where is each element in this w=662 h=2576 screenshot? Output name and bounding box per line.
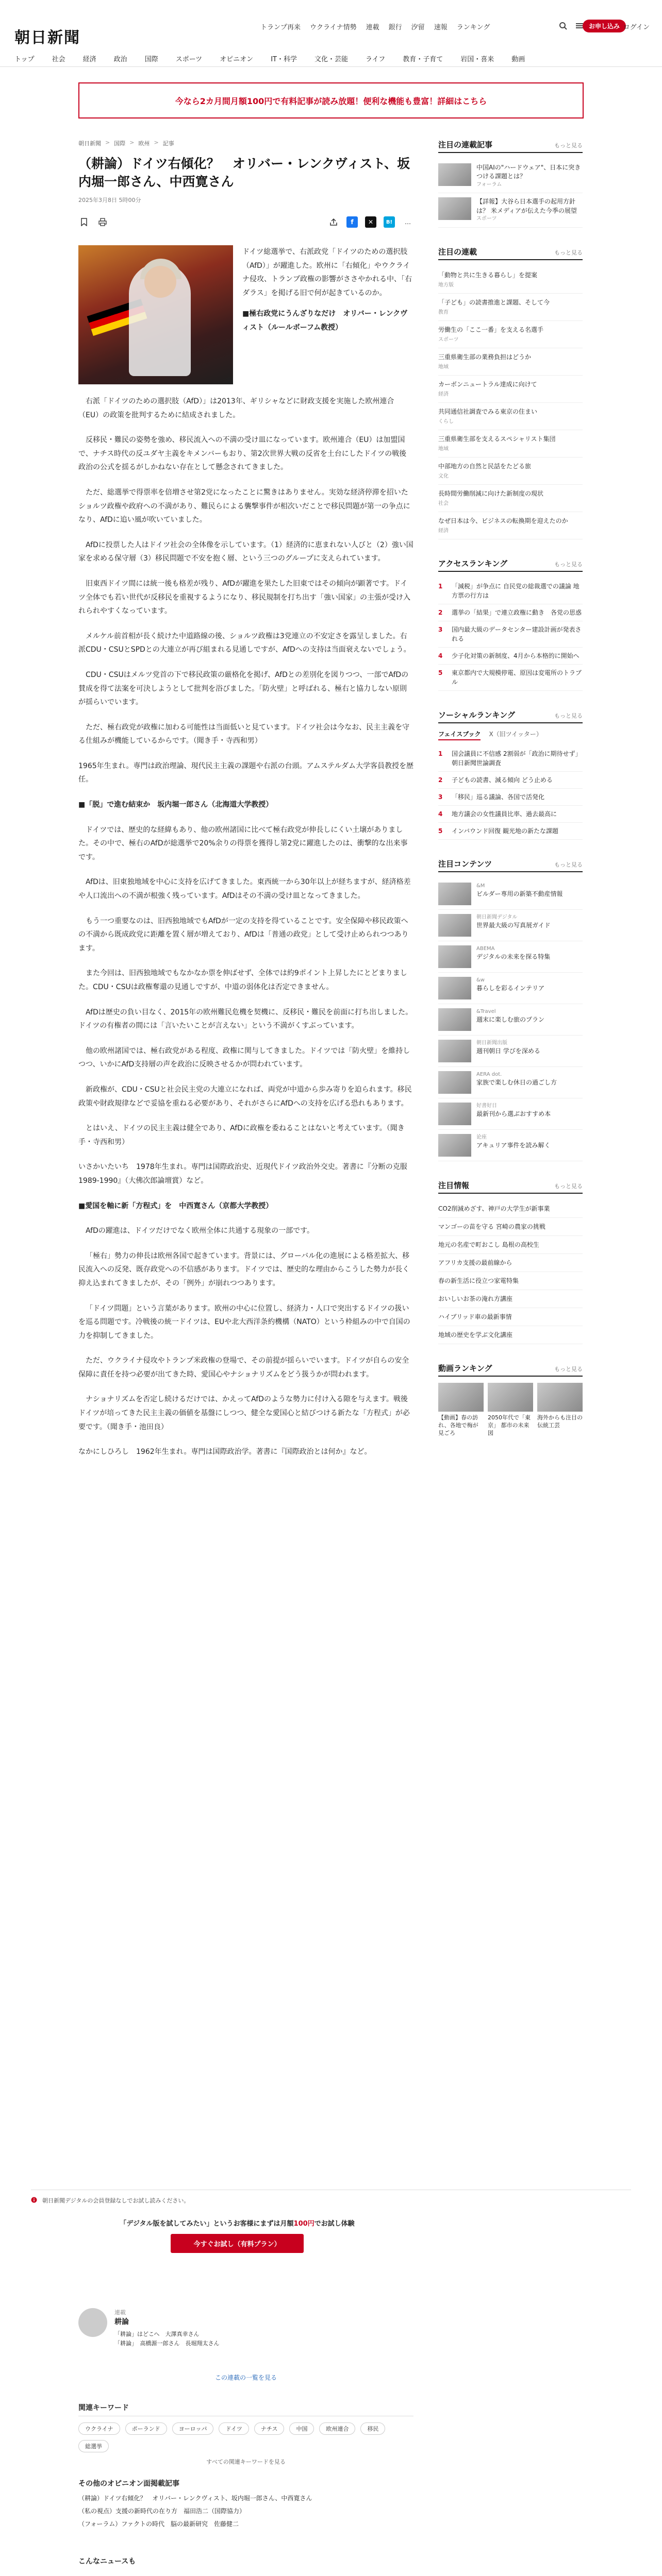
keywords-heading: 関連キーワード [78,2402,413,2416]
item-meta: 社会 [438,500,449,506]
item-title: 世界最大級の写真展ガイド [476,922,551,929]
item-title: 「動物と共に生きる暮らし」を提案 [438,271,538,279]
sidebar-opinion [438,139,583,228]
keyword-chip[interactable]: ポーランド [125,2422,167,2435]
series-item[interactable]: 「耕論」はどこへ 大澤真幸さん [114,2331,200,2337]
util-nav-item[interactable]: 速報 [434,24,448,31]
list-item[interactable] [438,430,583,457]
x-icon[interactable]: ✕ [365,216,376,228]
video-card[interactable] [438,1383,484,1437]
item-title: 【詳報】大谷ら日本選手の起用方針は？ 米メディアが伝えた今季の展望 [476,198,577,214]
item-meta: 経済 [438,528,449,534]
paywall-note [31,2196,631,2205]
rank-number: 1 [438,750,443,757]
opinion-item[interactable]: （耕論）ドイツ右傾化？ オリバー・レンクヴィスト、坂内堀一郎さん、中西寛さん [78,2495,312,2502]
utility-nav [260,22,490,31]
list-item[interactable]: 地域の歴史を学ぶ文化講座 [438,1326,583,1344]
ranking-item[interactable] [438,745,583,772]
trial-button[interactable]: 今すぐお試し（有料プラン） [171,2234,303,2253]
list-item[interactable] [438,294,583,321]
paragraph: ドイツでは、歴史的な経緯もあり、他の欧州諸国に比べて極右政党が伸長しにくい土壌がありました。その中で、極右のAfDが総選挙で20%余りの得票を獲得し第2党に躍進したのは、衝撃的な出来事です。 [78,825,408,861]
item-kicker: &Travel [476,1008,496,1014]
item-kicker: AERA dot. [476,1071,502,1077]
item-title: 「移民」巡る議論、各国で活発化 [452,793,545,801]
list-item[interactable] [438,1036,583,1067]
show-all-keywords[interactable]: すべての関連キーワードを見る [206,2459,286,2465]
article-headline: （耕論）ドイツ右傾化？ オリバー・レンクヴィスト、坂内堀一郎さん、中西寛さん [78,156,410,189]
thumbnail [438,1134,471,1157]
item-title: 国会議員に不信感 2割弱が「政治に期待せず」 朝日新聞世論調査 [452,750,582,767]
paragraph: ただ、ウクライナ侵攻やトランプ米政権の登場で、その前提が揺らいでいます。ドイツが自らの安全保障に責任を持つ必要が出てきた時、愛国心やナショナリズムをどう扱うかが問われます。 [78,1357,409,1379]
list-item[interactable] [438,910,583,941]
item-title: 「子ども」の読書推進と課題、そして今 [438,298,550,306]
tab-x[interactable]: X（旧ツイッター） [489,730,542,738]
rank-number: 1 [438,582,443,590]
ranking-item[interactable] [438,789,583,806]
list-item[interactable] [438,878,583,910]
keyword-chip[interactable]: 移民 [360,2422,385,2435]
nav-item[interactable]: オピニオン [220,56,254,63]
paragraph: ただ、極右政党が政権に加わる可能性は当面低いと見ています。ドイツ社会は今なお、民主主義を守る仕組みが機能しているからです。（聞き手・寺西和男） [78,723,410,745]
ranking-item[interactable] [438,578,583,604]
promo-text: 今なら2カ月間月額100円で有料記事が読み放題！便利な機能も豊富！詳細はこちら [175,96,487,106]
more-link[interactable]: もっと見る [554,861,583,868]
thumbnail [438,945,471,968]
item-title: インバウンド回復 観光地の新たな課題 [452,827,558,835]
sidebar-heading: ソーシャルランキング [438,710,515,720]
util-nav-item[interactable]: ウクライナ情勢 [310,24,357,31]
paragraph: 「ドイツ問題」という言葉があります。欧州の中心に位置し、経済力・人口で突出するドイツの扱いを巡る問題です。冷戦後の統一ドイツは、EUや北大西洋条約機構（NATO）という枠組みの中で自国の力を抑制してきました。 [78,1304,410,1340]
item-meta: 地域 [438,364,449,370]
article-lead: ドイツ総選挙で、右派政党「ドイツのための選択肢（AfD）」が躍進した。欧州に「右傾化」やウクライナ侵攻、トランプ政権の影響がささやかれる中、「右ダラス」を掲げる旧で何が起きているのか。 [242,248,412,297]
item-title: 国内最大級のデータセンター建設計画が発表される [452,625,582,642]
subscribe-button[interactable]: お申し込み [583,20,626,32]
rank-number: 4 [438,810,443,818]
item-title: 中部地方の自然と民話をたどる旅 [438,462,532,470]
social-tabs [438,730,583,740]
paragraph: 「極右」勢力の伸長は欧州各国で起きています。背景には、グローバル化の進展による格差拡大、移民流入への反発、既存政党への不信感があります。ドイツでは、歴史的な理由からこうした勢力が長く抑え込まれてきましたが、その「例外」が崩れつつあります。 [78,1251,410,1287]
paywall [31,2190,631,2253]
item-kicker: 朝日新聞出版 [476,1040,507,1046]
info-icon [31,2197,37,2205]
item-meta: スポーツ [438,336,459,343]
ranking-item[interactable] [438,648,583,665]
list-item[interactable] [438,1130,583,1161]
sidebar-heading: 注目の連載記事 [438,140,493,149]
series-block [78,2308,413,2347]
video-title: 海外からも注目の伝統工芸 [537,1414,583,1429]
item-meta: 地方版 [438,282,454,288]
keyword-chip[interactable]: ナチス [254,2422,285,2435]
list-item[interactable] [438,1067,583,1098]
hatena-bookmark-icon[interactable]: B! [384,216,395,228]
item-title: 選挙の「結果」で連立政権に動き 各党の思惑 [452,608,582,616]
sidebar-heading: 注目情報 [438,1180,470,1190]
breadcrumb-item[interactable]: 朝日新聞 [78,140,101,147]
nav-item[interactable]: 動画 [511,56,525,63]
paragraph: 他の欧州諸国では、極右政党がある程度、政権に関与してきました。ドイツでは「防火壁」を維持しつつ、いかにAfD支持層の声を政治に反映させるかが問われています。 [78,1046,410,1069]
list-item[interactable] [438,1098,583,1130]
util-nav-item[interactable]: 汐留 [411,24,425,31]
list-item[interactable]: ハイブリッド車の最新事情 [438,1308,583,1326]
breadcrumb-item[interactable]: 欧州 [138,140,150,147]
item-title: アキュリア事件を読み解く [476,1142,551,1149]
keyword-chip[interactable]: 中国 [289,2422,314,2435]
sidebar-heading: 注目の連載 [438,247,477,257]
item-title: 長時間労働削減に向けた新制度の現状 [438,489,544,497]
list-item[interactable] [438,403,583,430]
publish-date: 2025年3月8日 5時00分 [78,197,141,204]
facebook-icon[interactable]: f [346,216,358,228]
paragraph: 新政権が、CDU・CSUと社会民主党の大連立になれば、両党が中道から歩み寄りを迫られます。移民政策や財政規律などで妥協を重ねる必要があり、それがさらにAfDへの支持を広げる恐れもあります。 [78,1085,412,1108]
sidebar-video-ranking [438,1363,583,1437]
item-kicker: &w [476,977,485,983]
item-title: カーボンニュートラル達成に向けて [438,380,537,388]
paragraph: 右派「ドイツのための選択肢（AfD）」は2013年、ギリシャなどに財政支援を実施した欧州連合（EU）の政策を批判するために結成されました。 [78,397,394,419]
item-kicker: 好書好日 [476,1103,497,1109]
more-link[interactable]: もっと見る [554,1182,583,1190]
paragraph: AfDの躍進は、ドイツだけでなく欧州全体に共通する現象の一部です。 [86,1227,314,1235]
sidebar-pickup [438,246,583,539]
utility-icons [558,21,585,31]
more-link[interactable]: もっと見る [554,142,583,149]
series-list-link[interactable]: この連載の一覧を見る [214,2374,277,2381]
site-header [0,0,662,67]
paragraph: とはいえ、ドイツの民主主義は健全であり、AfDに政権を委ねることはないと考えています。（聞き手・寺西和男） [78,1124,405,1146]
item-meta: スポーツ [476,216,497,222]
item-title: 労働生の「ここ一番」を支える名選手 [438,326,544,333]
thumbnail [438,1040,471,1062]
breadcrumb-current: 記事 [162,140,174,147]
share-icon[interactable] [328,216,339,228]
sidebar-contents [438,858,583,1161]
item-meta: 経済 [438,391,449,397]
item-title: ビルダー専用の新築不動産情報 [476,890,563,898]
paywall-message [108,2218,366,2228]
nav-item[interactable]: 文化・芸能 [314,56,348,63]
video-thumbnail [438,1383,484,1412]
util-nav-item[interactable]: 銀行 [388,24,402,31]
more-link[interactable]: もっと見る [554,712,583,719]
bookmark-icon[interactable] [78,216,90,228]
opinion-item[interactable]: （私の視点）支援の新時代の在り方 福田浩二（国際協力） [78,2507,246,2515]
hero-image [78,245,233,384]
video-card[interactable] [488,1383,533,1437]
nav-item[interactable]: ライフ [365,56,386,63]
rank-number: 4 [438,652,443,659]
keyword-chip[interactable]: ドイツ [219,2422,249,2435]
video-card[interactable] [537,1383,583,1437]
more-link[interactable]: もっと見る [554,1365,583,1372]
search-icon[interactable] [558,21,568,31]
item-meta: フォーラム [476,181,502,188]
keyword-chip[interactable]: 総選挙 [78,2440,109,2452]
more-link[interactable]: もっと見る [554,561,583,568]
item-title: 子どもの読書、減る傾向 どう止める [452,776,553,784]
video-title: 【動画】春の訪れ、各地で梅が見ごろ [438,1414,478,1437]
item-title: デジタルの未来を探る特集 [476,953,551,961]
list-item[interactable] [438,485,583,512]
section-heading: ■「脱」で進む結束か 坂内堀一郎さん（北海道大学教授） [78,801,273,809]
item-meta: 地域 [438,446,449,452]
item-kicker: 朝日新聞デジタル [476,914,518,920]
list-item[interactable] [438,266,583,294]
video-thumbnail [488,1383,533,1412]
paragraph: CDU・CSUはメルツ党首の下で移民政策の厳格化を掲げ、AfDとの差別化を図りつつ、一部でAfDの賛成を得て法案を可決しようとして批判を浴びました。「防火壁」と呼ばれる、極右と協力しない原則が揺らいでいます。 [78,670,409,707]
sidebar-heading: 動画ランキング [438,1363,492,1373]
item-title: 「減税」が争点に 自民党の総裁選での議論 地方票の行方は [452,582,580,599]
list-item[interactable]: マンゴーの苗を守る 宮崎の農家の挑戦 [438,1218,583,1236]
avatar [78,2308,107,2337]
list-item[interactable] [438,348,583,376]
keyword-chip[interactable]: ウクライナ [78,2422,120,2435]
item-title: 少子化対策の新制度、4月から本格的に開始へ [452,652,580,659]
list-item[interactable] [438,159,583,193]
sidebar-heading: アクセスランキング [438,558,508,568]
paragraph: AfDは歴史の負い目なく、2015年の欧州難民危機を契機に、反移民・難民を前面に打ち出しました。ドイツの有権者の間には「言いたいことが言えない」という不満がくすぶっています。 [78,1008,413,1030]
item-title: 中国AIの"ハードウェア"、日本に突きつける課題とは？ [476,164,581,180]
item-title: 三重県衛生部を支えるスペシャリスト集団 [438,435,556,443]
item-title: 共同通信社調査でみる東京の住まい [438,408,538,415]
list-item[interactable] [438,512,583,539]
list-item[interactable] [438,193,583,227]
promo-banner[interactable] [78,82,584,118]
paywall-message-a: 「デジタル版を試してみたい」というお客様にまずは月額 [120,2220,294,2228]
list-item[interactable]: 地元の名産で町おこし 島根の高校生 [438,1236,583,1254]
series-label: 連載 [114,2309,126,2316]
list-item[interactable] [438,376,583,403]
opinion-item[interactable]: （フォーラム）ファクトの時代 脳の最新研究 佐藤健二 [78,2520,239,2528]
thumbnail [438,883,471,905]
list-item[interactable]: 春の新生活に役立つ家電特集 [438,1272,583,1290]
nav-item[interactable]: IT・科学 [271,56,297,63]
paragraph: ただ、総選挙で得票率を倍増させ第2党になったことに驚きはありません。実効な経済停滞を招いたショルツ政権や政府への不満があり、難民らによる襲撃事件が相次いだことで移民問題が第一の争点になり、AfDに追い風が吹いていました。 [78,488,410,524]
item-title: 家族で楽しむ休日の過ごし方 [476,1079,557,1087]
thumbnail [438,1103,471,1125]
item-meta: くらし [438,418,454,425]
article [78,139,413,1470]
breadcrumb: 朝日新聞 > 国際 > 欧州 > 記事 [78,139,174,147]
list-item[interactable] [438,1004,583,1036]
list-item[interactable]: おいしいお茶の淹れ方講座 [438,1290,583,1308]
rank-number: 2 [438,776,443,784]
nav-item[interactable]: トップ [14,56,35,63]
ranking-item[interactable] [438,665,583,691]
article-body [78,395,413,1459]
item-title: なぜ日本は今、ビジネスの転換期を迎えたのか [438,517,568,524]
series-name[interactable]: 耕論 [114,2318,129,2326]
more-news-heading: こんなニュースも [78,2557,136,2566]
nav-item[interactable]: 国際 [144,56,158,63]
paragraph: 反移民・難民の姿勢を強め、移民流入への不満の受け皿になっています。欧州連合（EU）は加盟国で、ナチス時代の反ユダヤ主義をキメンバーもおり、第2次世界大戦の反省を土台にしたドイツの戦後政治の公式を揺るがしかねない存在として懸念されてきました。 [78,436,407,472]
list-item[interactable] [438,457,583,485]
item-title: 地方議会の女性議員比率、過去最高に [452,810,557,818]
item-title: 東京都内で大規模停電、原因は変電所のトラブル [452,669,582,686]
more-share-icon[interactable]: … [405,218,411,226]
util-nav-item[interactable]: ランキング [456,24,490,31]
thumbnail [438,977,471,999]
nav-item[interactable]: 岩国・喜来 [460,56,494,63]
video-thumbnail [537,1383,583,1412]
item-kicker: &M [476,883,485,889]
keyword-chip[interactable]: ヨーロッパ [172,2422,214,2435]
paragraph: もう一つ重要なのは、旧西独地域でもAfDが一定の支持を得ていることです。安全保障や移民政策への不満から既成政党に距離を置く層が増えており、AfDは「普通の政党」として受け止められつつあります。 [78,917,409,953]
ranking-item[interactable] [438,772,583,789]
sidebar-topics [438,1180,583,1344]
main-nav [14,50,650,66]
author-profile: いさかいたいち 1978年生まれ。専門は国際政治史、近現代ドイツ政治外交史。著書に『分断の克服 1989-1990』（大佛次郎論壇賞）など。 [78,1163,415,1185]
nav-item[interactable]: 経済 [82,56,96,63]
thumbnail [438,163,471,186]
rank-number: 5 [438,827,443,835]
paragraph: 旧東西ドイツ間には統一後も格差が残り、AfDが躍進を果たした旧東ではその傾向が顕著です。ドイツ全体でも若い世代が反移民を重視するようになり、移民規制を打ち出す「強い国家」の主張が受け入れられやすくなっています。 [78,579,410,616]
author-profile: 1965年生まれ。専門は政治理論、現代民主主義の課題や右派の台頭。アムステルダム大学客員教授を歴任。 [78,761,413,784]
nav-item[interactable]: 社会 [52,56,65,63]
article-footer [78,2308,413,2576]
list-item[interactable]: アフリカ支援の最前線から [438,1254,583,1272]
keyword-chip[interactable]: 欧州連合 [319,2422,355,2435]
tab-facebook[interactable]: フェイスブック [438,730,481,740]
paragraph: ナショナリズムを否定し続けるだけでは、かえってAfDのような勢力に付け入る隙を与えます。戦後ドイツが培ってきた民主主義の価値を基盤にしつつ、健全な愛国心と結びつける新たな「方程式」が必要です。（聞き手・池田良） [78,1395,410,1431]
login-link[interactable]: ログイン [623,24,650,31]
opinion-heading: その他のオピニオン面掲載記事 [78,2480,179,2488]
paywall-box [108,2218,366,2253]
rank-number: 2 [438,608,443,616]
thumbnail [438,1071,471,1094]
paywall-note-text: 朝日新聞デジタルの会員登録なしでお試し読みください。 [42,2197,190,2204]
print-icon[interactable] [97,216,108,228]
video-title: 2050年代で「東京」 都市の未来図 [488,1414,531,1437]
item-meta: 文化 [438,473,449,479]
item-title: 暮らしを彩るインテリア [476,985,545,992]
nav-item[interactable]: 政治 [113,56,127,63]
ranking-item[interactable] [438,604,583,621]
keyword-chips [78,2422,413,2452]
rank-number: 3 [438,625,443,633]
site-logo[interactable]: 朝日新聞 [14,29,80,47]
rank-number: 5 [438,669,443,676]
list-item[interactable] [438,941,583,973]
item-title: 週刊朝日 学びを深める [476,1047,540,1055]
sidebar-social-ranking [438,709,583,840]
item-title: 最新刊から選ぶおすすめ本 [476,1110,551,1118]
paragraph: また今回は、旧西独地域でもなかなか票を伸ばせず、全体では約9ポイント上昇したにとどまりました。CDU・CSUは政権奪還の見通しですが、中道の弱体化は否定できません。 [78,969,407,991]
nav-item[interactable]: 教育・子育て [403,56,443,63]
paywall-message-b: でお試し体験 [314,2220,355,2228]
section-heading: ■極右政党にうんざりなだけ オリバー・レンクヴィスト（ルールボーフム教授） [242,310,408,332]
item-kicker: 论座 [476,1134,487,1140]
item-title: 三重県衛生部の業務負担はどうか [438,353,532,361]
ranking-item[interactable] [438,806,583,823]
share-toolbar [78,216,413,228]
paragraph: メルケル前首相が長く続けた中道路線の後、ショルツ政権は3党連立の不安定さを露呈しました。右派CDU・CSUとSPDとの大連立が再び組まれる見通しですが、AfDへの支持は当面衰えないでしょう。 [78,632,411,654]
rank-number: 3 [438,793,443,801]
nav-item[interactable]: スポーツ [175,56,203,63]
util-nav-item[interactable]: 連載 [366,24,379,31]
paragraph: AfDに投票した人はドイツ社会の全体像を示しています。（1）経済的に恵まれない人びと（2）強い国家を求める保守層（3）移民問題で不安を抱く層、という三つのグループに支えられています。 [78,540,413,563]
paywall-price: 100円 [293,2220,315,2228]
ranking-item[interactable] [438,621,583,648]
item-kicker: ABEMA [476,945,495,952]
list-item[interactable]: CO2削減めざす、神戸の大学生が新事業 [438,1200,583,1218]
sidebar [438,139,583,1456]
sidebar-heading: 注目コンテンツ [438,859,492,869]
list-item[interactable] [438,973,583,1004]
more-link[interactable]: もっと見る [554,249,583,256]
series-item[interactable]: 「耕論」 高橋源一郎さん 長堀翔太さん [114,2340,220,2347]
item-title: 週末に楽しむ旅のプラン [476,1016,545,1024]
author-profile: なかにしひろし 1962年生まれ。専門は国際政治学。著書に『国際政治とは何か』など。 [78,1448,372,1456]
breadcrumb-item[interactable]: 国際 [114,140,126,147]
person-face [144,266,176,298]
thumbnail [438,1008,471,1031]
sidebar-access-ranking [438,558,583,691]
thumbnail [438,914,471,937]
paragraph: AfDは、旧東独地域を中心に支持を広げてきました。東西統一から30年以上が経ちますが、経済格差や人口流出への不満が根強く残っています。AfDはその不満の受け皿となってきました。 [78,878,411,901]
section-heading: ■愛国を軸に新「方程式」を 中西寛さん（京都大学教授） [78,1201,273,1210]
util-nav-item[interactable]: トランプ再来 [260,24,301,31]
ranking-item[interactable] [438,823,583,840]
item-meta: 教育 [438,309,449,315]
thumbnail [438,197,471,220]
list-item[interactable] [438,321,583,348]
